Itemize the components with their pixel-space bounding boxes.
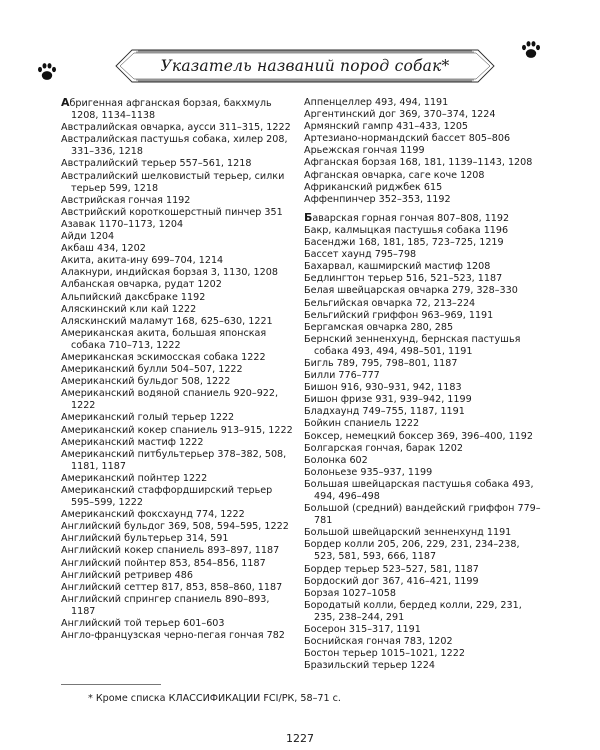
index-entry-text: Бишон фризе 931, 939–942, 1199: [304, 394, 472, 406]
index-entry: [61, 279, 293, 291]
index-entry: [61, 594, 293, 618]
index-entry: [304, 382, 542, 394]
index-entry-text: Боснийская гончая 783, 1202: [304, 636, 453, 648]
index-entry: [304, 322, 542, 334]
index-entry-text: Американский пойнтер 1222: [61, 472, 208, 484]
index-entry: [61, 304, 293, 316]
index-entry-text: Айди 1204: [61, 231, 115, 243]
index-entry: [61, 558, 293, 570]
index-entry-text: Английский спрингер спаниель 890–893, 1187: [61, 593, 270, 617]
index-entry: [304, 157, 542, 169]
index-entry: [304, 479, 542, 503]
index-entry-text: Аляскинский кли кай 1222: [61, 303, 197, 315]
index-entry: [61, 231, 293, 243]
index-entry: [61, 292, 293, 304]
index-entry-text: Бишон 916, 930–931, 942, 1183: [304, 382, 462, 394]
index-entry: [61, 267, 293, 279]
index-entry-text: Болоньезе 935–937, 1199: [304, 466, 433, 478]
index-entry: [304, 636, 542, 648]
index-entry-text: Болонка 602: [304, 454, 368, 466]
index-entry-text: бригенная афганская борзая, бакхмуль 1208, 1134–1138: [69, 98, 272, 122]
index-entry: [61, 352, 293, 364]
index-entry: [304, 273, 542, 285]
paw-print-icon: [520, 40, 542, 60]
index-entry: [61, 388, 293, 412]
index-entry-text: Австралийская пастушья собака, хилер 208, 331–336, 1218: [61, 134, 288, 158]
index-entry-text: Американский питбультерьер 378–382, 508, 1181, 1187: [61, 448, 287, 472]
index-entry-text: Бернский зенненхунд, бернская пастушья собака 493, 494, 498–501, 1191: [304, 333, 521, 357]
index-entry: [61, 618, 293, 630]
index-entry: [304, 225, 542, 237]
index-entry-text: Австралийский терьер 557–561, 1218: [61, 158, 252, 170]
index-entry-text: Аргентинский дог 369, 370–374, 1224: [304, 109, 496, 121]
index-entry: [61, 255, 293, 267]
index-entry-text: Американский мастиф 1222: [61, 436, 204, 448]
index-entry: [304, 285, 542, 297]
index-entry-text: Боксер, немецкий боксер 369, 396–400, 1192: [304, 430, 534, 442]
index-entry: [304, 194, 542, 206]
index-entry-text: Английский сеттер 817, 853, 858–860, 1187: [61, 581, 283, 593]
index-entry-text: Австрийский короткошерстный пинчер 351: [61, 206, 283, 218]
index-entry: [304, 310, 542, 322]
paw-print-icon: [36, 62, 58, 82]
index-entry-text: аварская горная гончая 807–808, 1192: [312, 212, 510, 224]
index-entry: [61, 533, 293, 545]
index-entry: [304, 588, 542, 600]
index-entry-text: Бостон терьер 1015–1021, 1222: [304, 648, 465, 660]
index-entry: [61, 122, 293, 134]
index-entry: [61, 521, 293, 533]
index-entry: [304, 334, 542, 358]
index-entry-text: Белая швейцарская овчарка 279, 328–330: [304, 285, 518, 297]
index-entry-text: Американский булли 504–507, 1222: [61, 364, 243, 376]
index-entry: [304, 145, 542, 157]
index-entry: [304, 660, 542, 672]
index-entry: [61, 449, 293, 473]
index-entry-text: Аппенцеллер 493, 494, 1191: [304, 97, 449, 108]
index-entry: [304, 182, 542, 194]
index-entry: [61, 219, 293, 231]
index-entry: [304, 443, 542, 455]
index-entry: [61, 328, 293, 352]
index-entry: [304, 624, 542, 636]
footnote: * Кроме списка КЛАССИФИКАЦИИ FCI/РК, 58–71 с.: [88, 693, 341, 704]
index-entry: [61, 207, 293, 219]
index-entry-text: Босерон 315–317, 1191: [304, 624, 421, 636]
index-entry-text: Американский фоксхаунд 774, 1222: [61, 509, 245, 521]
index-entry: [304, 467, 542, 479]
index-entry-text: Большая швейцарская пастушья собака 493, 494, 496–498: [304, 478, 534, 502]
index-entry: [61, 545, 293, 557]
index-entry: [61, 509, 293, 521]
index-entry-text: Аффенпинчер 352–353, 1192: [304, 193, 451, 205]
index-entry: [304, 358, 542, 370]
index-entry-text: Американская акита, большая японская собака 710–713, 1222: [61, 327, 267, 351]
index-column-left: [61, 97, 293, 642]
index-entry-text: Бладхаунд 749–755, 1187, 1191: [304, 406, 465, 418]
index-entry-text: Басенджи 168, 181, 185, 723–725, 1219: [304, 237, 504, 249]
index-entry-text: Английский кокер спаниель 893–897, 1187: [61, 545, 280, 557]
index-entry: [304, 564, 542, 576]
section-initial-letter: А: [61, 96, 70, 109]
index-entry-text: Аляскинский маламут 168, 625–630, 1221: [61, 315, 273, 327]
index-entry: [304, 261, 542, 273]
index-entry-text: Американский водяной спаниель 920–922, 1222: [61, 388, 279, 412]
index-entry: [304, 298, 542, 310]
index-entry: [304, 600, 542, 624]
index-entry: [304, 133, 542, 145]
index-entry-text: Афганская борзая 168, 181, 1139–1143, 1208: [304, 157, 533, 169]
index-entry: [61, 437, 293, 449]
index-entry-text: Артезиано-нормандский бассет 805–806: [304, 133, 511, 145]
index-entry-text: Бородатый колли, бердед колли, 229, 231, 235, 238–244, 291: [304, 599, 522, 623]
index-entry-text: Американский кокер спаниель 913–915, 1222: [61, 424, 293, 436]
index-entry-text: Английский бультерьер 314, 591: [61, 533, 229, 545]
index-entry: [61, 582, 293, 594]
index-entry-text: Армянский гампр 431–433, 1205: [304, 121, 469, 133]
index-entry: [61, 195, 293, 207]
index-entry: [304, 97, 542, 109]
index-entry-text: Акита, акита-ину 699–704, 1214: [61, 255, 224, 267]
index-entry: [61, 97, 293, 122]
index-entry: [61, 630, 293, 642]
index-entry-text: Бигль 789, 795, 798–801, 1187: [304, 357, 458, 369]
index-entry-text: Американский голый терьер 1222: [61, 412, 235, 424]
index-entry-text: Болгарская гончая, барак 1202: [304, 442, 463, 454]
index-entry-text: Английский ретривер 486: [61, 569, 193, 581]
index-entry-text: Бергамская овчарка 280, 285: [304, 321, 454, 333]
index-entry-text: Африканский риджбек 615: [304, 181, 443, 193]
index-entry-text: Большой швейцарский зенненхунд 1191: [304, 527, 512, 539]
index-entry: [304, 648, 542, 660]
index-entry: [304, 237, 542, 249]
index-entry-text: Азавак 1170–1173, 1204: [61, 218, 184, 230]
index-entry-text: Альпийский даксбраке 1192: [61, 291, 206, 303]
index-entry-text: Билли 776–777: [304, 370, 380, 382]
page-header: [110, 44, 500, 88]
index-entry-text: Алакнури, индийская борзая 3, 1130, 1208: [61, 267, 278, 279]
index-entry-text: Бордер терьер 523–527, 581, 1187: [304, 563, 479, 575]
index-entry-text: Арьежская гончая 1199: [304, 145, 425, 157]
index-entry-text: Американский бульдог 508, 1222: [61, 376, 231, 388]
index-entry: [304, 455, 542, 467]
index-entry: [304, 431, 542, 443]
footnote-divider: [61, 684, 161, 685]
index-entry: [304, 406, 542, 418]
index-entry: [304, 503, 542, 527]
index-entry: [61, 425, 293, 437]
index-entry-text: Бойкин спаниель 1222: [304, 418, 420, 430]
index-column-right: [304, 97, 542, 672]
index-entry: [304, 539, 542, 563]
index-entry-text: Бельгийский гриффон 963–969, 1191: [304, 309, 494, 321]
index-entry-text: Бедлингтон терьер 516, 521–523, 1187: [304, 273, 503, 285]
index-entry-text: Бахарвал, кашмирский мастиф 1208: [304, 261, 491, 273]
page-number: 1227: [286, 732, 314, 745]
index-entry-text: Английский пойнтер 853, 854–856, 1187: [61, 557, 266, 569]
index-entry: [304, 394, 542, 406]
index-entry: [304, 527, 542, 539]
index-entry-text: Бакр, калмыцкая пастушья собака 1196: [304, 224, 509, 236]
index-entry-text: Бордоский дог 367, 416–421, 1199: [304, 575, 479, 587]
index-entry: [61, 158, 293, 170]
index-entry: [61, 243, 293, 255]
index-entry: [61, 134, 293, 158]
index-entry: [61, 364, 293, 376]
index-entry-text: Акбаш 434, 1202: [61, 243, 146, 255]
index-entry: [61, 376, 293, 388]
index-entry-text: Австралийский шелковистый терьер, силки терьер 599, 1218: [61, 170, 285, 194]
index-entry: [304, 121, 542, 133]
index-entry-text: Англо-французская черно-пегая гончая 782: [61, 630, 285, 642]
index-entry: [304, 370, 542, 382]
index-entry-text: Борзая 1027–1058: [304, 587, 396, 599]
index-entry: [304, 418, 542, 430]
index-entry-text: Бассет хаунд 795–798: [304, 249, 417, 261]
index-entry: [61, 171, 293, 195]
index-entry: [304, 109, 542, 121]
index-entry-text: Большой (средний) вандейский гриффон 779–781: [304, 503, 541, 527]
index-entry-text: Американский стаффордширский терьер 595–599, 1222: [61, 485, 273, 509]
index-entry-text: Австрийская гончая 1192: [61, 194, 191, 206]
index-entry: [61, 473, 293, 485]
index-entry-text: Бельгийская овчарка 72, 213–224: [304, 297, 476, 309]
index-entry: [304, 576, 542, 588]
index-entry: [61, 485, 293, 509]
index-entry-text: Албанская овчарка, рудат 1202: [61, 279, 222, 291]
index-entry: [61, 412, 293, 424]
index-entry: [304, 249, 542, 261]
index-entry: [61, 316, 293, 328]
index-entry-text: Бордер колли 205, 206, 229, 231, 234–238, 523, 581, 593, 666, 1187: [304, 539, 520, 563]
index-entry-text: Американская эскимосская собака 1222: [61, 351, 266, 363]
page-title: Указатель названий пород собак*: [160, 57, 450, 75]
index-entry-text: Бразильский терьер 1224: [304, 660, 435, 672]
index-entry-text: Английский той терьер 601–603: [61, 618, 225, 630]
index-entry: [304, 170, 542, 182]
index-entry: [304, 212, 542, 225]
index-entry-text: Английский бульдог 369, 508, 594–595, 1222: [61, 521, 289, 533]
section-initial-letter: Б: [304, 210, 313, 224]
index-entry-text: Австралийская овчарка, ауcси 311–315, 1222: [61, 122, 291, 134]
index-entry-text: Афганская овчарка, саге коче 1208: [304, 169, 485, 181]
index-entry: [61, 570, 293, 582]
